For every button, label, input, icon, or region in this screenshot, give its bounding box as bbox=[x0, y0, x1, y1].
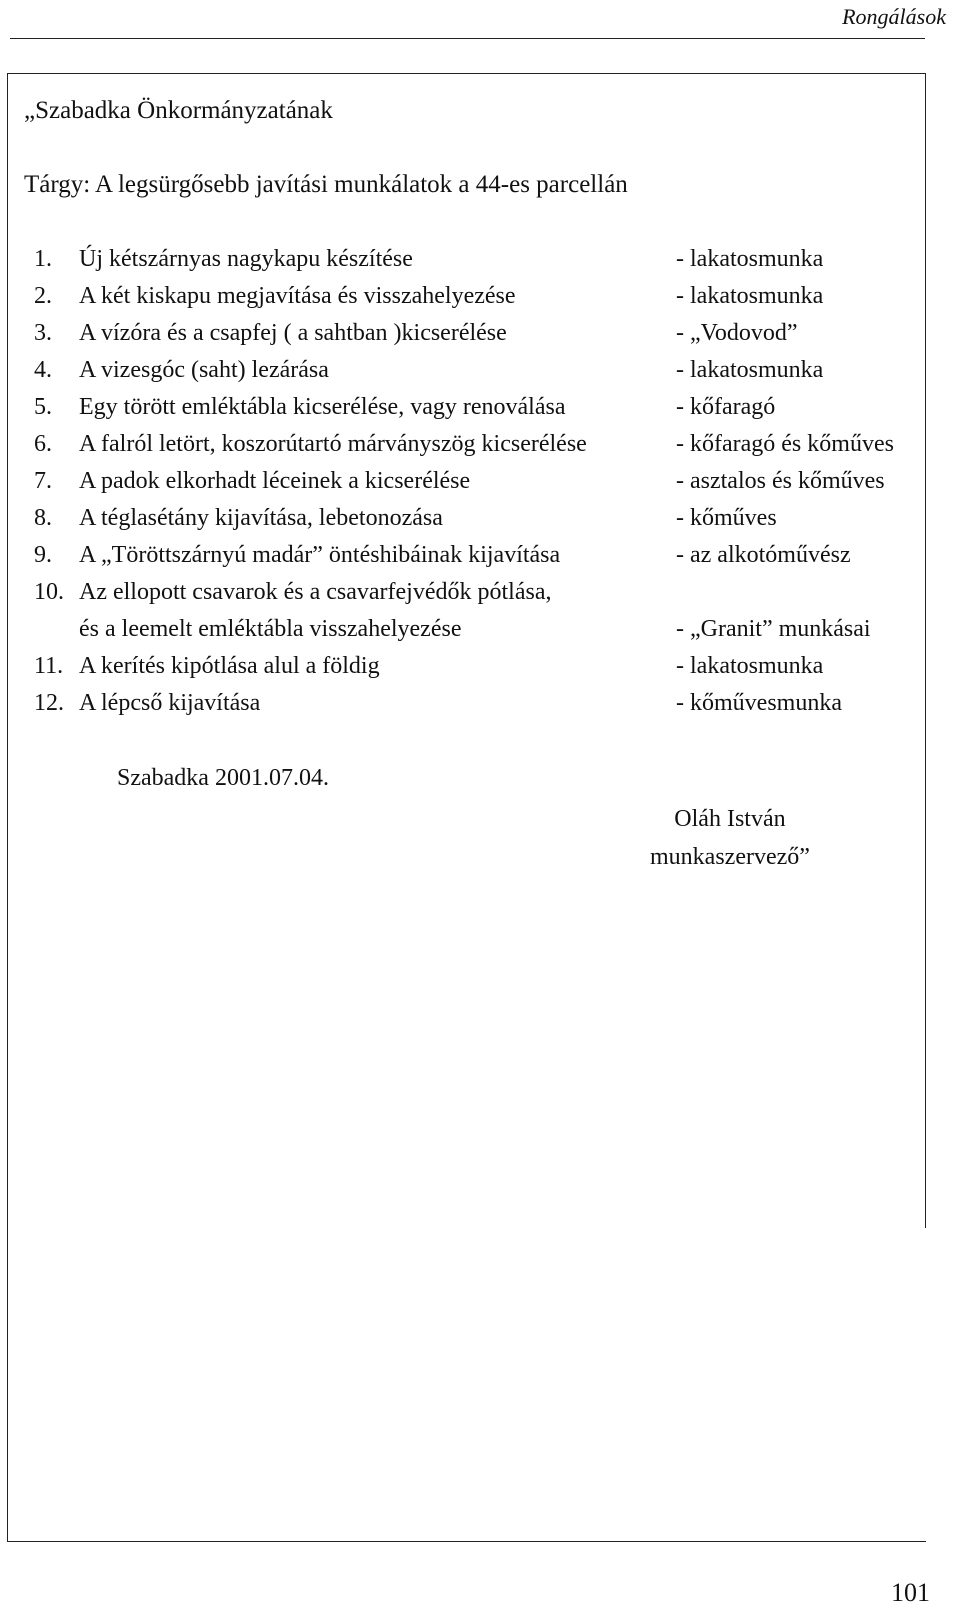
task-list bbox=[0, 242, 960, 723]
task-row bbox=[0, 612, 960, 649]
task-row bbox=[0, 538, 960, 575]
task-description: A padok elkorhadt léceinek a kicserélése bbox=[79, 468, 471, 494]
signature-block bbox=[650, 800, 810, 876]
header-rule bbox=[10, 38, 925, 39]
place-date: Szabadka 2001.07.04. bbox=[117, 765, 329, 791]
signature-name: Oláh István bbox=[674, 806, 786, 832]
task-trade: - „Granit” munkásai bbox=[676, 616, 871, 642]
task-description: és a leemelt emléktábla visszahelyezése bbox=[79, 616, 462, 642]
task-description: A vízóra és a csapfej ( a sahtban )kicserélése bbox=[79, 320, 507, 346]
task-trade: - kőfaragó bbox=[676, 394, 776, 420]
task-trade: - lakatosmunka bbox=[676, 653, 824, 679]
letter-subject: Tárgy: A legsürgősebb javítási munkálatok a 44-es parcellán bbox=[24, 171, 628, 198]
task-trade: - lakatosmunka bbox=[676, 246, 824, 272]
task-number: 10. bbox=[34, 579, 64, 605]
task-description: A „Töröttszárnyú madár” öntéshibáinak kijavítása bbox=[79, 542, 561, 568]
task-row bbox=[0, 353, 960, 390]
task-description: A vizesgóc (saht) lezárása bbox=[79, 357, 329, 383]
task-number: 7. bbox=[34, 468, 52, 494]
task-row bbox=[0, 649, 960, 686]
task-row bbox=[0, 390, 960, 427]
task-description: A kerítés kipótlása alul a földig bbox=[79, 653, 380, 679]
task-row bbox=[0, 427, 960, 464]
task-row bbox=[0, 242, 960, 279]
signature-title: munkaszervező” bbox=[650, 844, 810, 870]
task-trade: - kőfaragó és kőműves bbox=[676, 431, 894, 457]
task-trade: - lakatosmunka bbox=[676, 357, 824, 383]
task-number: 1. bbox=[34, 246, 52, 272]
task-trade: - kőművesmunka bbox=[676, 690, 842, 716]
task-number: 2. bbox=[34, 283, 52, 309]
task-description: Egy törött emléktábla kicserélése, vagy renoválása bbox=[79, 394, 566, 420]
task-description: A téglasétány kijavítása, lebetonozása bbox=[79, 505, 443, 531]
task-trade: - kőműves bbox=[676, 505, 777, 531]
task-number: 4. bbox=[34, 357, 52, 383]
task-description: Új kétszárnyas nagykapu készítése bbox=[79, 246, 413, 272]
task-row bbox=[0, 316, 960, 353]
task-row bbox=[0, 464, 960, 501]
task-description: A két kiskapu megjavítása és visszahelyezése bbox=[79, 283, 516, 309]
task-trade: - asztalos és kőműves bbox=[676, 468, 885, 494]
task-trade: - az alkotóművész bbox=[676, 542, 851, 568]
task-number: 3. bbox=[34, 320, 52, 346]
task-description: Az ellopott csavarok és a csavarfejvédők pótlása, bbox=[79, 579, 552, 605]
page-number: 101 bbox=[891, 1578, 930, 1607]
running-title: Rongálások bbox=[842, 4, 946, 29]
task-row bbox=[0, 501, 960, 538]
task-number: 8. bbox=[34, 505, 52, 531]
task-trade: - lakatosmunka bbox=[676, 283, 824, 309]
task-number: 11. bbox=[34, 653, 64, 679]
task-number: 6. bbox=[34, 431, 52, 457]
task-number: 12. bbox=[34, 690, 64, 716]
task-trade: - „Vodovod” bbox=[676, 320, 798, 346]
letter-addressee: „Szabadka Önkormányzatának bbox=[24, 97, 333, 124]
task-row bbox=[0, 279, 960, 316]
task-row bbox=[0, 575, 960, 612]
task-number: 9. bbox=[34, 542, 52, 568]
task-number: 5. bbox=[34, 394, 52, 420]
task-description: A falról letört, koszorútartó márványszög kicserélése bbox=[79, 431, 587, 457]
task-description: A lépcső kijavítása bbox=[79, 690, 261, 716]
task-row bbox=[0, 686, 960, 723]
